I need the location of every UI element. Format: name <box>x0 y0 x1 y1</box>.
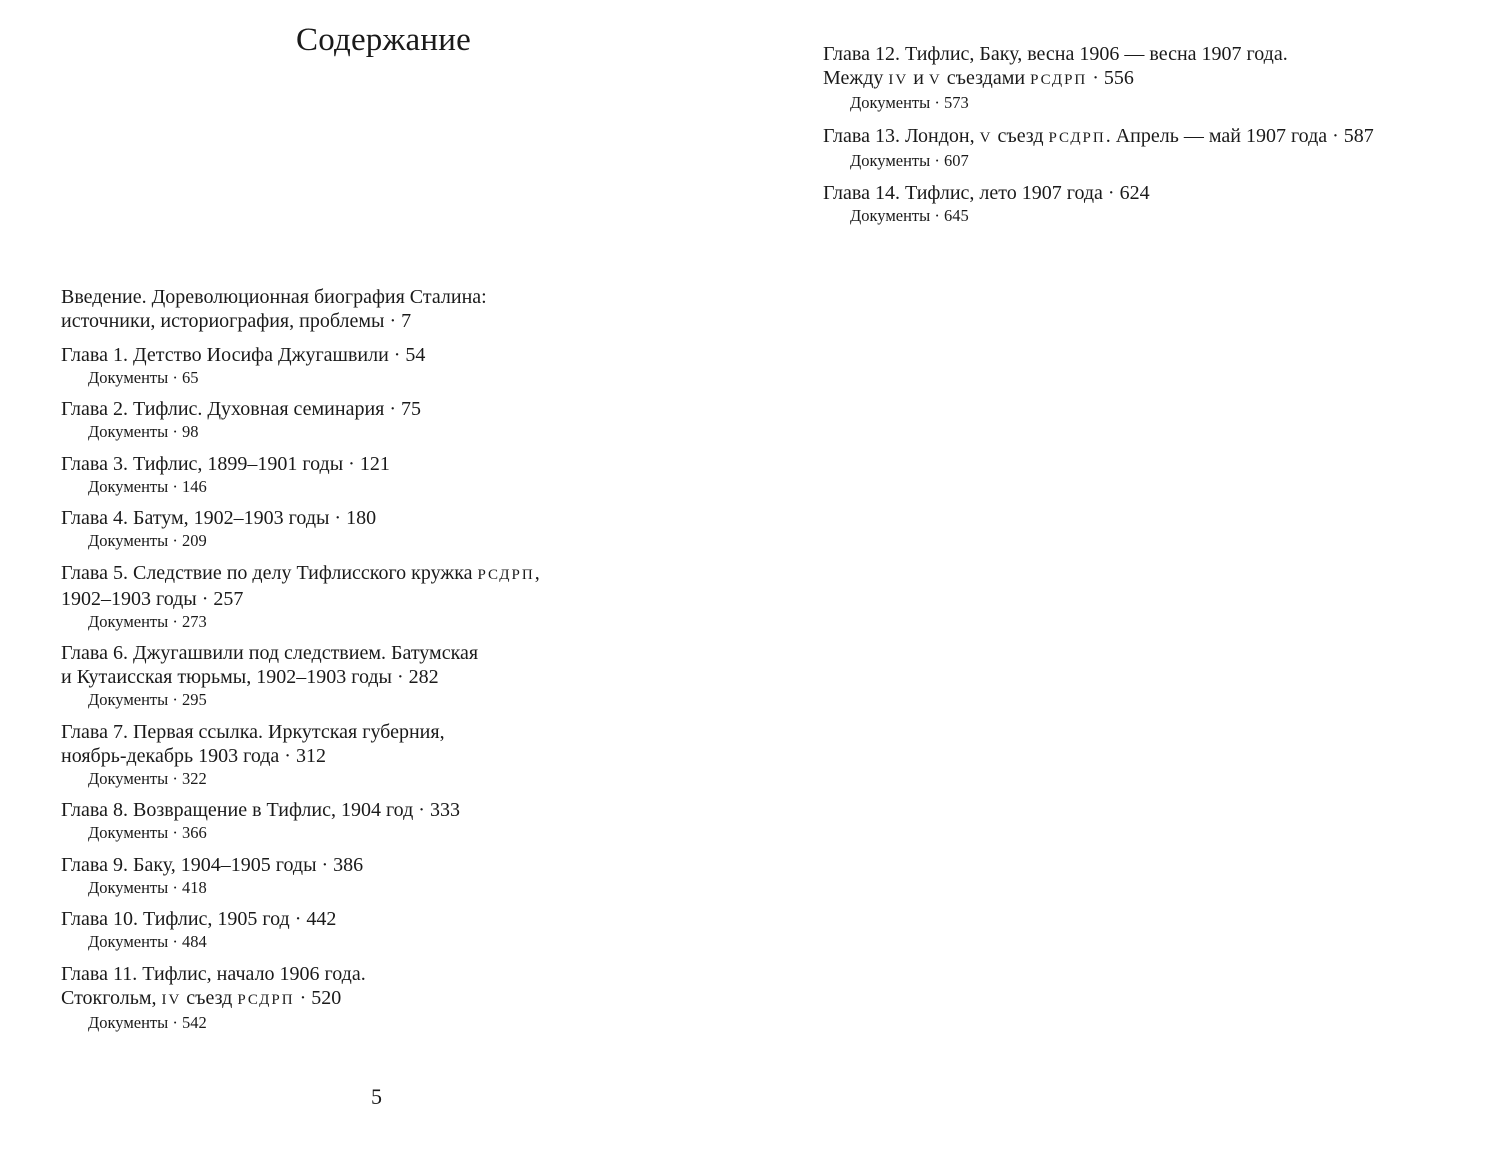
chapter-3-title: Глава 3. Тифлис, 1899–1901 годы · 121 <box>61 452 390 475</box>
toc-entry-chapter-10 <box>61 907 661 952</box>
chapter-5-title-line-1 <box>61 561 661 587</box>
toc-intro-line-1: Введение. Дореволюционная биография Сталина: <box>61 286 487 308</box>
chapter-12-text-b: и <box>908 67 929 89</box>
chapter-11-title-line-1: Глава 11. Тифлис, начало 1906 года. <box>61 962 366 985</box>
chapter-13-text-a: Глава 13. Лондон, <box>823 124 980 147</box>
chapter-9-title: Глава 9. Баку, 1904–1905 годы · 386 <box>61 853 364 876</box>
chapter-9-documents: Документы · 418 <box>88 877 207 897</box>
chapter-4-title: Глава 4. Батум, 1902–1903 годы · 180 <box>61 507 377 529</box>
chapter-5-documents: Документы · 273 <box>88 611 207 631</box>
chapter-11-text-b: съезд <box>181 986 238 1009</box>
chapter-12-party-abbr: РСДРП <box>1030 72 1088 88</box>
page-title: Содержание <box>296 22 471 58</box>
toc-entry-chapter-3 <box>61 452 661 497</box>
toc-list-left <box>61 285 661 1042</box>
toc-entry-chapter-14 <box>823 181 1483 226</box>
chapter-5-title-line-2: 1902–1903 годы · 257 <box>61 587 244 610</box>
toc-entry-chapter-11 <box>61 962 661 1033</box>
chapter-3-documents: Документы · 146 <box>88 476 207 496</box>
chapter-4-documents: Документы · 209 <box>88 531 207 550</box>
toc-entry-chapter-12 <box>823 42 1483 113</box>
right-page <box>750 0 1500 1172</box>
toc-entry-chapter-9 <box>61 853 661 898</box>
chapter-12-title-line-1: Глава 12. Тифлис, Баку, весна 1906 — весна 1907 года. <box>823 43 1288 65</box>
chapter-12-text-d: · 556 <box>1087 67 1134 89</box>
chapter-1-documents: Документы · 65 <box>88 367 199 387</box>
chapter-8-documents: Документы · 366 <box>88 823 207 842</box>
chapter-13-text-c: . Апрель — май 1907 года · 587 <box>1105 124 1374 147</box>
toc-entry-chapter-5 <box>61 561 661 632</box>
chapter-12-title-line-2 <box>823 66 1483 92</box>
page-number: 5 <box>371 1084 382 1109</box>
chapter-11-party-abbr: РСДРП <box>237 991 295 1008</box>
chapter-11-text-c: · 520 <box>294 986 342 1009</box>
chapter-12-documents: Документы · 573 <box>850 93 969 112</box>
chapter-11-title-line-2 <box>61 986 661 1012</box>
chapter-13-text-b: съезд <box>992 124 1049 147</box>
chapter-11-documents: Документы · 542 <box>88 1012 207 1032</box>
chapter-12-congress-numeral-4: IV <box>888 72 909 88</box>
toc-entry-chapter-7 <box>61 720 661 789</box>
chapter-14-title: Глава 14. Тифлис, лето 1907 года · 624 <box>823 182 1150 204</box>
toc-list-right <box>823 42 1483 237</box>
toc-entry-chapter-1 <box>61 343 661 388</box>
chapter-12-text-a: Между <box>823 67 889 89</box>
chapter-13-congress-numeral: V <box>979 129 993 146</box>
chapter-6-title-line-2: и Кутаисская тюрьмы, 1902–1903 годы · 282 <box>61 666 439 688</box>
chapter-7-documents: Документы · 322 <box>88 768 207 788</box>
chapter-13-documents: Документы · 607 <box>850 150 969 170</box>
chapter-6-title-line-1: Глава 6. Джугашвили под следствием. Батумская <box>61 642 479 664</box>
toc-intro-line-2: источники, историография, проблемы · 7 <box>61 310 412 332</box>
chapter-11-text-a: Стокгольм, <box>61 986 162 1009</box>
chapter-10-title: Глава 10. Тифлис, 1905 год · 442 <box>61 908 337 930</box>
chapter-12-congress-numeral-5: V <box>928 72 942 88</box>
chapter-11-congress-numeral: IV <box>161 991 182 1008</box>
chapter-5-party-abbr: РСДРП <box>477 566 535 583</box>
chapter-5-text-b: , <box>534 561 540 584</box>
chapter-1-title: Глава 1. Детство Иосифа Джугашвили · 54 <box>61 343 426 366</box>
chapter-6-documents: Документы · 295 <box>88 690 207 709</box>
chapter-7-title-line-1: Глава 7. Первая ссылка. Иркутская губерния, <box>61 720 445 743</box>
chapter-13-title <box>823 124 1483 150</box>
toc-entry-chapter-2 <box>61 397 661 442</box>
toc-entry-chapter-8 <box>61 798 661 843</box>
chapter-14-documents: Документы · 645 <box>850 206 969 225</box>
toc-entry-intro <box>61 285 661 333</box>
chapter-2-documents: Документы · 98 <box>88 422 199 441</box>
chapter-5-text-a: Глава 5. Следствие по делу Тифлисского кружка <box>61 561 478 584</box>
chapter-13-party-abbr: РСДРП <box>1048 129 1106 146</box>
chapter-8-title: Глава 8. Возвращение в Тифлис, 1904 год · 333 <box>61 799 460 821</box>
chapter-10-documents: Документы · 484 <box>88 932 207 951</box>
chapter-12-text-c: съездами <box>941 67 1031 89</box>
chapter-2-title: Глава 2. Тифлис. Духовная семинария · 75 <box>61 398 422 420</box>
toc-entry-chapter-13 <box>823 124 1483 171</box>
chapter-7-title-line-2: ноябрь-декабрь 1903 года · 312 <box>61 744 326 767</box>
toc-entry-chapter-4 <box>61 506 661 551</box>
toc-entry-chapter-6 <box>61 641 661 710</box>
